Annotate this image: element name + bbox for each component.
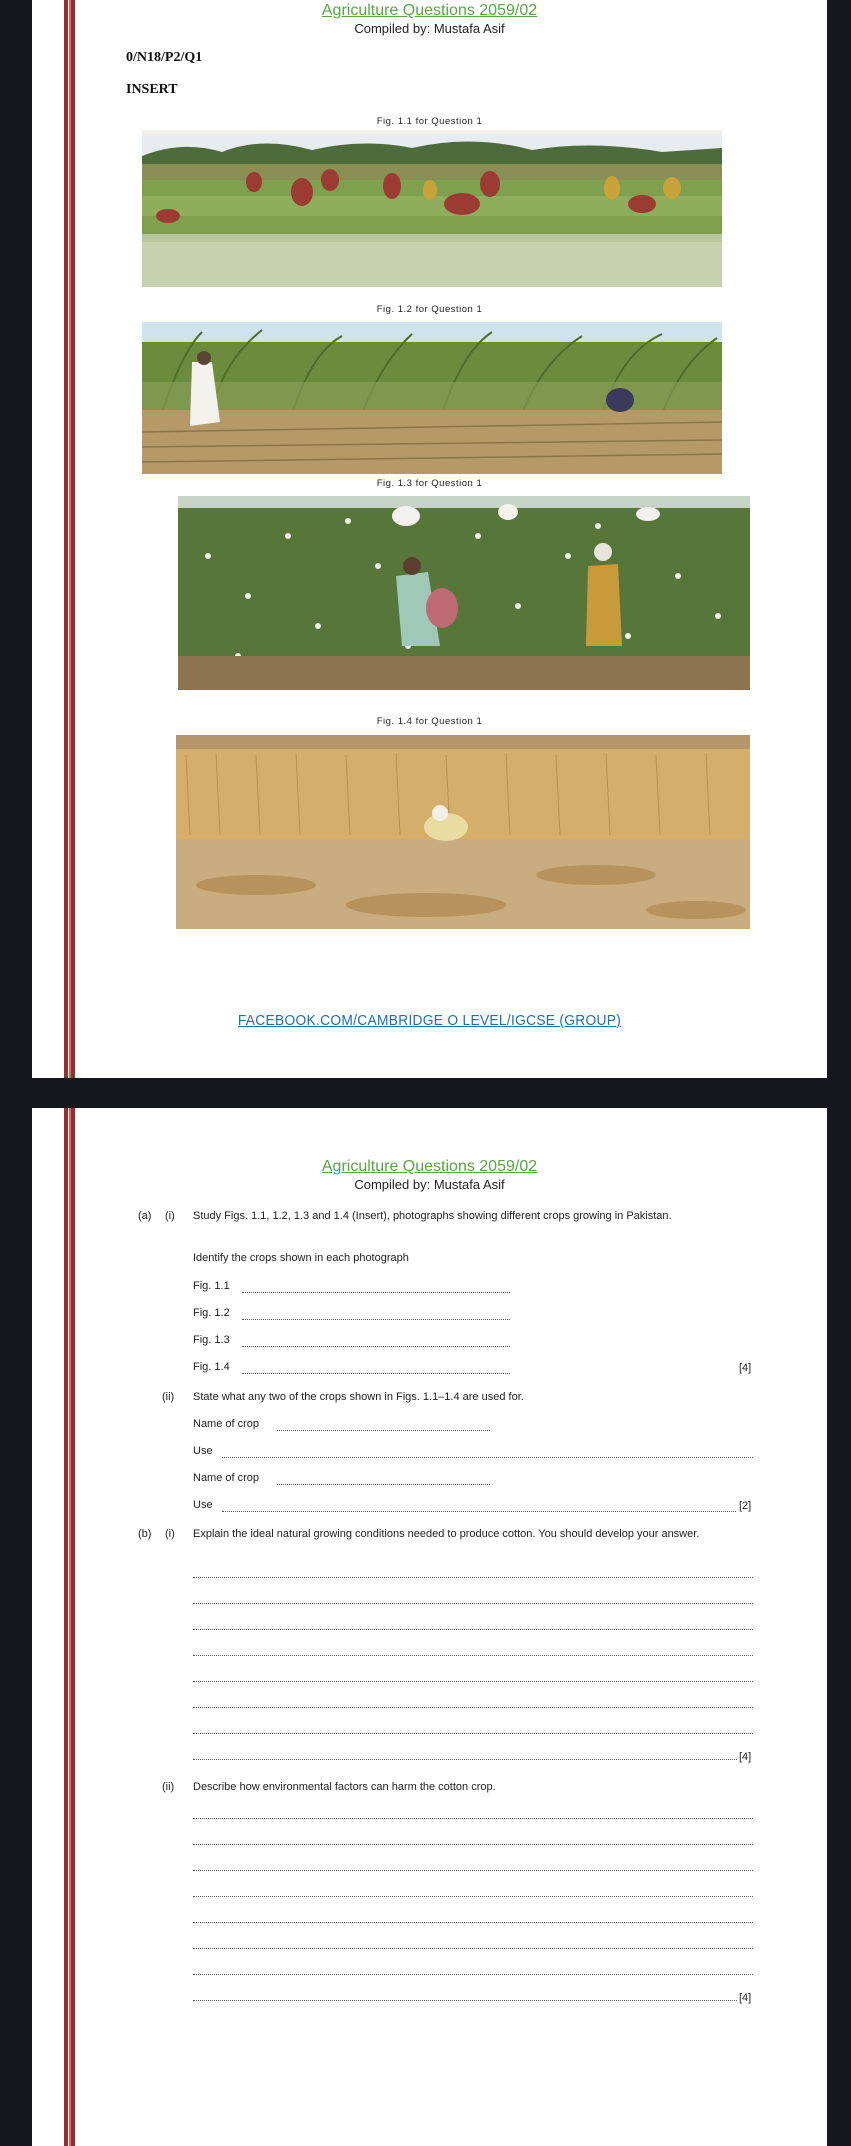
- answer-line[interactable]: [193, 1681, 753, 1682]
- answer-line[interactable]: [193, 1974, 753, 1975]
- document-title: Agriculture Questions 2059/02: [321, 2, 538, 19]
- crop-name-label: Name of crop: [193, 1418, 260, 1430]
- figure-caption: Fig. 1.4 for Question 1: [376, 716, 483, 727]
- part-aii-label: (ii): [162, 1391, 175, 1403]
- question-ai-text: Study Figs. 1.1, 1.2, 1.3 and 1.4 (Insert), photographs showing different crops growing in Pakistan.: [193, 1210, 672, 1222]
- question-aii-text: State what any two of the crops shown in Figs. 1.1–1.4 are used for.: [193, 1391, 524, 1403]
- figure-caption: Fig. 1.3 for Question 1: [376, 478, 483, 489]
- sugarcane-field-photo: [142, 322, 722, 474]
- answer-line[interactable]: [277, 1484, 490, 1485]
- answer-line[interactable]: [193, 1818, 753, 1819]
- insert-page: [32, 0, 827, 1078]
- answer-line[interactable]: [193, 1655, 753, 1656]
- use-label: Use: [193, 1445, 213, 1457]
- page-border: [64, 1108, 75, 2146]
- part-ai-label: (i): [165, 1210, 175, 1222]
- answer-line[interactable]: [193, 1896, 753, 1897]
- question-ai-instruction: Identify the crops shown in each photograph: [193, 1252, 409, 1264]
- answer-line[interactable]: [193, 1922, 753, 1923]
- use-label: Use: [193, 1499, 213, 1511]
- paper-code: 0/N18/P2/Q1: [126, 50, 203, 65]
- answer-line[interactable]: [242, 1346, 510, 1347]
- fig-label: Fig. 1.2: [193, 1307, 230, 1319]
- document-title: Agriculture Questions 2059/02: [321, 1158, 538, 1175]
- part-bi-label: (i): [165, 1528, 175, 1540]
- part-b-label: (b): [138, 1528, 152, 1540]
- answer-line[interactable]: [193, 2000, 737, 2001]
- wheat-field-photo: [176, 735, 750, 929]
- answer-line[interactable]: [222, 1457, 753, 1458]
- part-a-label: (a): [138, 1210, 152, 1222]
- crop-name-label: Name of crop: [193, 1472, 260, 1484]
- answer-line[interactable]: [193, 1603, 753, 1604]
- cotton-field-photo: [178, 496, 750, 690]
- figure-caption: Fig. 1.2 for Question 1: [376, 304, 483, 315]
- question-bii-text: Describe how environmental factors can harm the cotton crop.: [193, 1781, 496, 1793]
- answer-line[interactable]: [222, 1511, 736, 1512]
- fig-label: Fig. 1.3: [193, 1334, 230, 1346]
- document-subtitle: Compiled by: Mustafa Asif: [354, 1177, 505, 1192]
- answer-line[interactable]: [193, 1577, 753, 1578]
- answer-line[interactable]: [242, 1373, 510, 1374]
- marks-badge: [4]: [739, 1751, 752, 1763]
- answer-line[interactable]: [193, 1870, 753, 1871]
- question-page: [32, 1108, 827, 2146]
- document-subtitle: Compiled by: Mustafa Asif: [354, 21, 505, 36]
- answer-line[interactable]: [242, 1292, 510, 1293]
- answer-line[interactable]: [242, 1319, 510, 1320]
- insert-label: INSERT: [126, 82, 178, 97]
- fig-label: Fig. 1.1: [193, 1280, 230, 1292]
- answer-line[interactable]: [193, 1733, 753, 1734]
- answer-line[interactable]: [277, 1430, 490, 1431]
- answer-line[interactable]: [193, 1759, 737, 1760]
- marks-badge: [4]: [739, 1992, 752, 2004]
- answer-line[interactable]: [193, 1707, 753, 1708]
- page-border: [64, 0, 75, 1078]
- answer-line[interactable]: [193, 1844, 753, 1845]
- question-bi-text: Explain the ideal natural growing conditions needed to produce cotton. You should develop your answer.: [193, 1528, 700, 1540]
- part-bii-label: (ii): [162, 1781, 175, 1793]
- figure-caption: Fig. 1.1 for Question 1: [376, 116, 483, 127]
- fig-label: Fig. 1.4: [193, 1361, 230, 1373]
- marks-badge: [2]: [739, 1500, 752, 1512]
- facebook-group-link[interactable]: FACEBOOK.COM/CAMBRIDGE O LEVEL/IGCSE (GROUP): [237, 1012, 622, 1029]
- marks-badge: [4]: [739, 1362, 752, 1374]
- answer-line[interactable]: [193, 1629, 753, 1630]
- answer-line[interactable]: [193, 1948, 753, 1949]
- rice-field-photo: [142, 130, 722, 287]
